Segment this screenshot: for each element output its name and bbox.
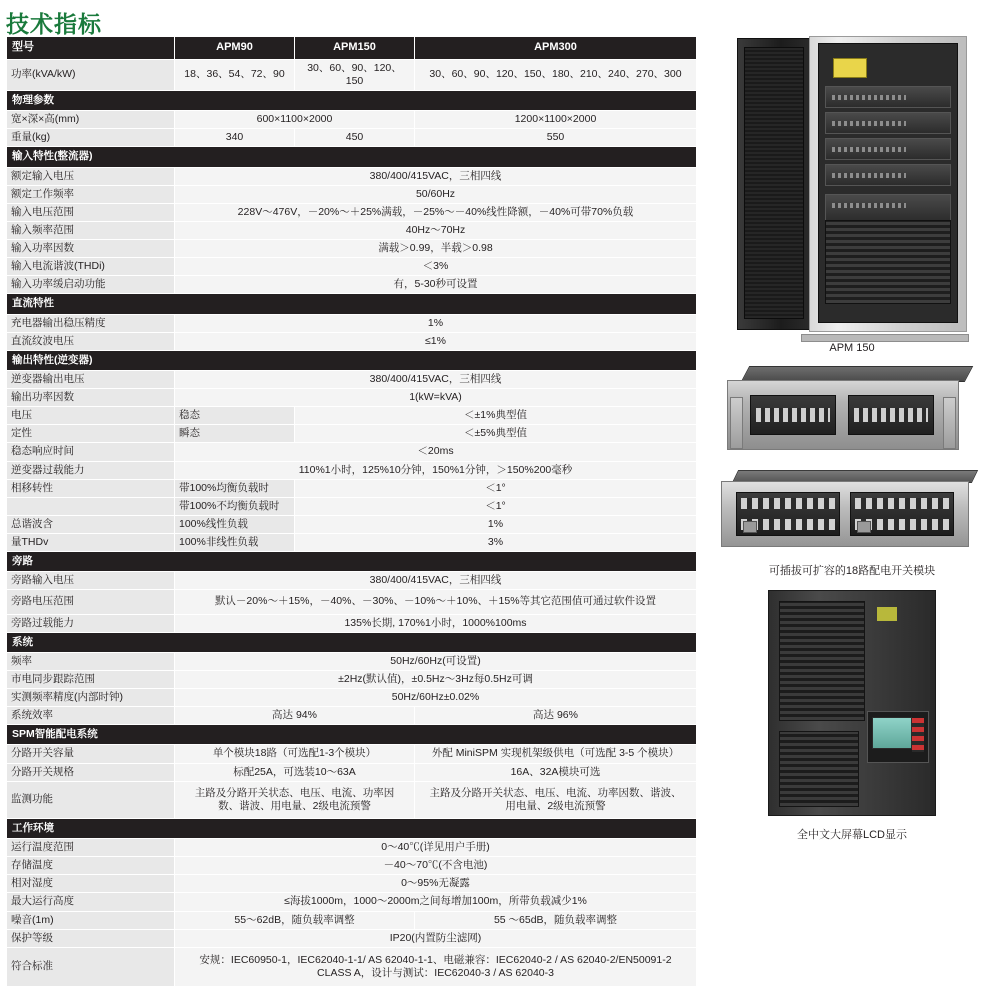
table-row <box>7 332 697 350</box>
row-value: ≤1% <box>175 332 697 350</box>
row-label-sub: 稳态 <box>175 407 295 425</box>
section-header-row <box>7 350 697 370</box>
section-header-row <box>7 91 697 111</box>
row-label: 旁路电压范围 <box>7 590 175 614</box>
breaker-row <box>854 408 928 422</box>
table-row <box>7 497 697 515</box>
table-row <box>7 652 697 670</box>
row-value: 228V～476V，－20%～＋25%满载，－25%～－40%线性降额，－40%可带70%负载 <box>175 203 697 221</box>
row-label: 重量(kg) <box>7 129 175 147</box>
row-value: 主路及分路开关状态、电压、电流、功率因数、谐波、用电量、2级电流预警 <box>175 781 415 818</box>
row-label: 逆变器过载能力 <box>7 461 175 479</box>
row-value: －40～70℃(不含电池) <box>175 857 697 875</box>
row-value: ＜1° <box>295 497 697 515</box>
row-value: 50Hz/60Hz(可设置) <box>175 652 697 670</box>
row-value: ＜3% <box>175 258 697 276</box>
control-keypad <box>912 718 924 752</box>
section-label: 系统 <box>7 632 697 652</box>
row-value: 380/400/415VAC，三相四线 <box>175 370 697 388</box>
figure-rack-module <box>706 366 998 458</box>
table-row <box>7 111 697 129</box>
row-label-group: 相移转性 <box>7 479 175 497</box>
row-value: 380/400/415VAC，三相四线 <box>175 167 697 185</box>
row-value: 1200×1100×2000 <box>415 111 697 129</box>
figure-spm-switch-module <box>706 470 998 578</box>
row-value: 18、36、54、72、90 <box>175 59 295 90</box>
row-label: 分路开关容量 <box>7 745 175 763</box>
row-label: 市电同步跟踪范围 <box>7 670 175 688</box>
row-value: 1% <box>175 314 697 332</box>
figure-lcd-cabinet <box>706 590 998 842</box>
table-row <box>7 929 697 947</box>
row-value: 550 <box>415 129 697 147</box>
row-label: 分路开关规格 <box>7 763 175 781</box>
mounting-ear <box>730 397 743 449</box>
lower-vent <box>779 731 859 807</box>
row-value: 满载＞0.99，半载＞0.98 <box>175 240 697 258</box>
table-row <box>7 839 697 857</box>
row-value: ±2Hz(默认值)，±0.5Hz～3Hz每0.5Hz可调 <box>175 670 697 688</box>
lcd-cabinet-image <box>768 590 936 820</box>
specifications-table-body <box>7 37 697 987</box>
row-label-group <box>7 497 175 515</box>
table-row <box>7 590 697 614</box>
brand-logo-icon <box>877 607 897 621</box>
table-row <box>7 614 697 632</box>
apm150-cabinet-image <box>737 36 967 336</box>
row-label: 输入频率范围 <box>7 221 175 239</box>
lcd-screen <box>872 717 912 749</box>
table-row <box>7 707 697 725</box>
page-title: 技术指标 <box>6 11 102 37</box>
section-label: 旁路 <box>7 552 697 572</box>
breaker-row <box>756 408 830 422</box>
row-value: 高达 96% <box>415 707 697 725</box>
table-row <box>7 389 697 407</box>
row-value: 110%1小时，125%10分钟，150%1分钟，＞150%200毫秒 <box>175 461 697 479</box>
row-value: 默认－20%～＋15%，－40%、－30%、－10%～＋10%、＋15%等其它范围值可通过软件设置 <box>175 590 697 614</box>
row-label: 存储温度 <box>7 857 175 875</box>
table-row <box>7 534 697 552</box>
row-value: ＜1° <box>295 479 697 497</box>
table-row <box>7 425 697 443</box>
row-label: 保护等级 <box>7 929 175 947</box>
row-label-group: 总谐波含 <box>7 515 175 533</box>
row-label-sub: 瞬态 <box>175 425 295 443</box>
row-value: 450 <box>295 129 415 147</box>
row-label-sub: 带100%不均衡负载时 <box>175 497 295 515</box>
section-header-row <box>7 632 697 652</box>
table-header-row <box>7 37 697 60</box>
specifications-table-wrapper <box>6 36 696 987</box>
table-row <box>7 781 697 818</box>
figure-caption: 可插拔可扩容的18路配电开关模块 <box>768 565 936 577</box>
table-row <box>7 59 697 90</box>
section-header-row <box>7 294 697 314</box>
figure-caption: 全中文大屏幕LCD显示 <box>796 829 907 841</box>
row-label-sub: 100%线性负载 <box>175 515 295 533</box>
row-label: 频率 <box>7 652 175 670</box>
table-row <box>7 857 697 875</box>
row-value: ＜20ms <box>175 443 697 461</box>
cabinet-door <box>737 38 811 330</box>
breaker-panel <box>750 395 836 435</box>
switch-row <box>855 498 949 509</box>
row-value: 16A、32A模块可选 <box>415 763 697 781</box>
module-front-face <box>721 481 969 547</box>
table-row <box>7 167 697 185</box>
section-header-row <box>7 552 697 572</box>
row-label-group: 电压 <box>7 407 175 425</box>
row-label: 符合标准 <box>7 947 175 986</box>
lcd-panel-housing <box>867 711 929 763</box>
row-value: 135%长期, 170%1小时，1000%100ms <box>175 614 697 632</box>
power-module <box>825 164 951 186</box>
row-label: 稳态响应时间 <box>7 443 175 461</box>
power-module <box>825 138 951 160</box>
row-value: ≤海拔1000m，1000～2000m之间每增加100m，所带负载减少1% <box>175 893 697 911</box>
section-label: 工作环境 <box>7 818 697 838</box>
table-row <box>7 763 697 781</box>
header-col-apm150: APM150 <box>295 37 415 60</box>
specifications-table <box>6 36 697 987</box>
table-row <box>7 276 697 294</box>
row-label: 额定工作频率 <box>7 185 175 203</box>
row-label: 实测频率精度(内部时钟) <box>7 689 175 707</box>
row-value: 55～62dB，随负载率调整 <box>175 911 415 929</box>
header-col-apm300: APM300 <box>415 37 697 60</box>
row-label: 宽×深×高(mm) <box>7 111 175 129</box>
breaker-module <box>825 194 951 222</box>
row-label: 输出功率因数 <box>7 389 175 407</box>
row-label: 额定输入电压 <box>7 167 175 185</box>
row-value: 340 <box>175 129 295 147</box>
row-label-group: 量THDv <box>7 534 175 552</box>
row-label: 输入功率缓启动功能 <box>7 276 175 294</box>
row-label: 输入功率因数 <box>7 240 175 258</box>
table-row <box>7 221 697 239</box>
mounting-ear <box>943 397 956 449</box>
row-value: 380/400/415VAC，三相四线 <box>175 572 697 590</box>
table-row <box>7 461 697 479</box>
row-label: 逆变器输出电压 <box>7 370 175 388</box>
row-value: 50Hz/60Hz±0.02% <box>175 689 697 707</box>
row-label: 直流纹波电压 <box>7 332 175 350</box>
row-label: 运行温度范围 <box>7 839 175 857</box>
cabinet-base <box>801 334 969 342</box>
table-row <box>7 893 697 911</box>
upper-vent <box>779 601 865 721</box>
row-value: 600×1100×2000 <box>175 111 415 129</box>
section-header-row <box>7 725 697 745</box>
section-label: 直流特性 <box>7 294 697 314</box>
row-label: 旁路输入电压 <box>7 572 175 590</box>
power-module <box>825 86 951 108</box>
switch-knob <box>857 521 871 533</box>
row-label: 功率(kVA/kW) <box>7 59 175 90</box>
table-row <box>7 314 697 332</box>
rack-module-image <box>727 366 977 458</box>
header-model-label: 型号 <box>7 37 175 60</box>
switch-row <box>741 498 835 509</box>
row-value: 0～95%无凝露 <box>175 875 697 893</box>
row-label: 最大运行高度 <box>7 893 175 911</box>
row-value: 安规：IEC60950-1，IEC62040-1-1/ AS 62040-1-1、电磁兼容：IEC62040-2 / AS 62040-2/EN50091-2 CLASS A，设计与测试：IEC62040-3 / AS 62040-3 <box>175 947 697 986</box>
spm-switch-module-image <box>721 470 983 556</box>
row-value: 高达 94% <box>175 707 415 725</box>
table-row <box>7 129 697 147</box>
table-row <box>7 185 697 203</box>
cabinet-shell <box>768 590 936 816</box>
table-row <box>7 670 697 688</box>
section-header-row <box>7 818 697 838</box>
row-label-group: 定性 <box>7 425 175 443</box>
row-value: 3% <box>295 534 697 552</box>
section-label: 物理参数 <box>7 91 697 111</box>
row-value: 外配 MiniSPM 实现机架级供电（可选配 3-5 个模块） <box>415 745 697 763</box>
switch-block <box>850 492 954 536</box>
table-row <box>7 745 697 763</box>
cabinet-body <box>809 36 967 332</box>
table-row <box>7 947 697 986</box>
row-value: 0～40℃(详见用户手册) <box>175 839 697 857</box>
table-row <box>7 407 697 425</box>
table-row <box>7 875 697 893</box>
section-label: SPM智能配电系统 <box>7 725 697 745</box>
row-value: 30、60、90、120、150、180、210、240、270、300 <box>415 59 697 90</box>
switch-block <box>736 492 840 536</box>
power-module <box>825 112 951 134</box>
row-value: 55 ～65dB，随负载率调整 <box>415 911 697 929</box>
row-label: 旁路过载能力 <box>7 614 175 632</box>
row-value: 40Hz～70Hz <box>175 221 697 239</box>
header-col-apm90: APM90 <box>175 37 295 60</box>
row-label-sub: 带100%均衡负载时 <box>175 479 295 497</box>
row-value: 标配25A，可选装10～63A <box>175 763 415 781</box>
table-row <box>7 258 697 276</box>
product-image-gallery <box>706 36 998 854</box>
table-row <box>7 370 697 388</box>
row-label: 相对湿度 <box>7 875 175 893</box>
row-value: ＜±1%典型值 <box>295 407 697 425</box>
row-label: 输入电流谐波(THDi) <box>7 258 175 276</box>
table-row <box>7 572 697 590</box>
module-front-face <box>727 380 959 450</box>
row-value: 1% <box>295 515 697 533</box>
table-row <box>7 689 697 707</box>
figure-apm150-cabinet <box>706 36 998 354</box>
section-label: 输入特性(整流器) <box>7 147 697 167</box>
row-label: 噪音(1m) <box>7 911 175 929</box>
row-label-sub: 100%非线性负载 <box>175 534 295 552</box>
row-value: 50/60Hz <box>175 185 697 203</box>
table-row <box>7 515 697 533</box>
row-label: 监测功能 <box>7 781 175 818</box>
row-value: 主路及分路开关状态、电压、电流、功率因数、谐波、用电量、2级电流预警 <box>415 781 697 818</box>
warning-label-icon <box>833 58 867 78</box>
table-row <box>7 240 697 258</box>
table-row <box>7 203 697 221</box>
cabinet-interior <box>818 43 958 323</box>
door-vent-pattern <box>744 47 804 319</box>
table-row <box>7 911 697 929</box>
table-row <box>7 479 697 497</box>
figure-caption: APM 150 <box>829 342 875 354</box>
table-row <box>7 443 697 461</box>
cabinet-vent-grille <box>825 220 951 304</box>
breaker-panel <box>848 395 934 435</box>
row-label: 系统效率 <box>7 707 175 725</box>
row-value: 单个模块18路（可选配1-3个模块） <box>175 745 415 763</box>
row-value: 有，5-30秒可设置 <box>175 276 697 294</box>
row-value: 30、60、90、120、150 <box>295 59 415 90</box>
row-value: 1(kW=kVA) <box>175 389 697 407</box>
row-value: ＜±5%典型值 <box>295 425 697 443</box>
row-label: 充电器输出稳压精度 <box>7 314 175 332</box>
row-value: IP20(内置防尘滤网) <box>175 929 697 947</box>
switch-knob <box>743 521 757 533</box>
section-label: 输出特性(逆变器) <box>7 350 697 370</box>
section-header-row <box>7 147 697 167</box>
row-label: 输入电压范围 <box>7 203 175 221</box>
